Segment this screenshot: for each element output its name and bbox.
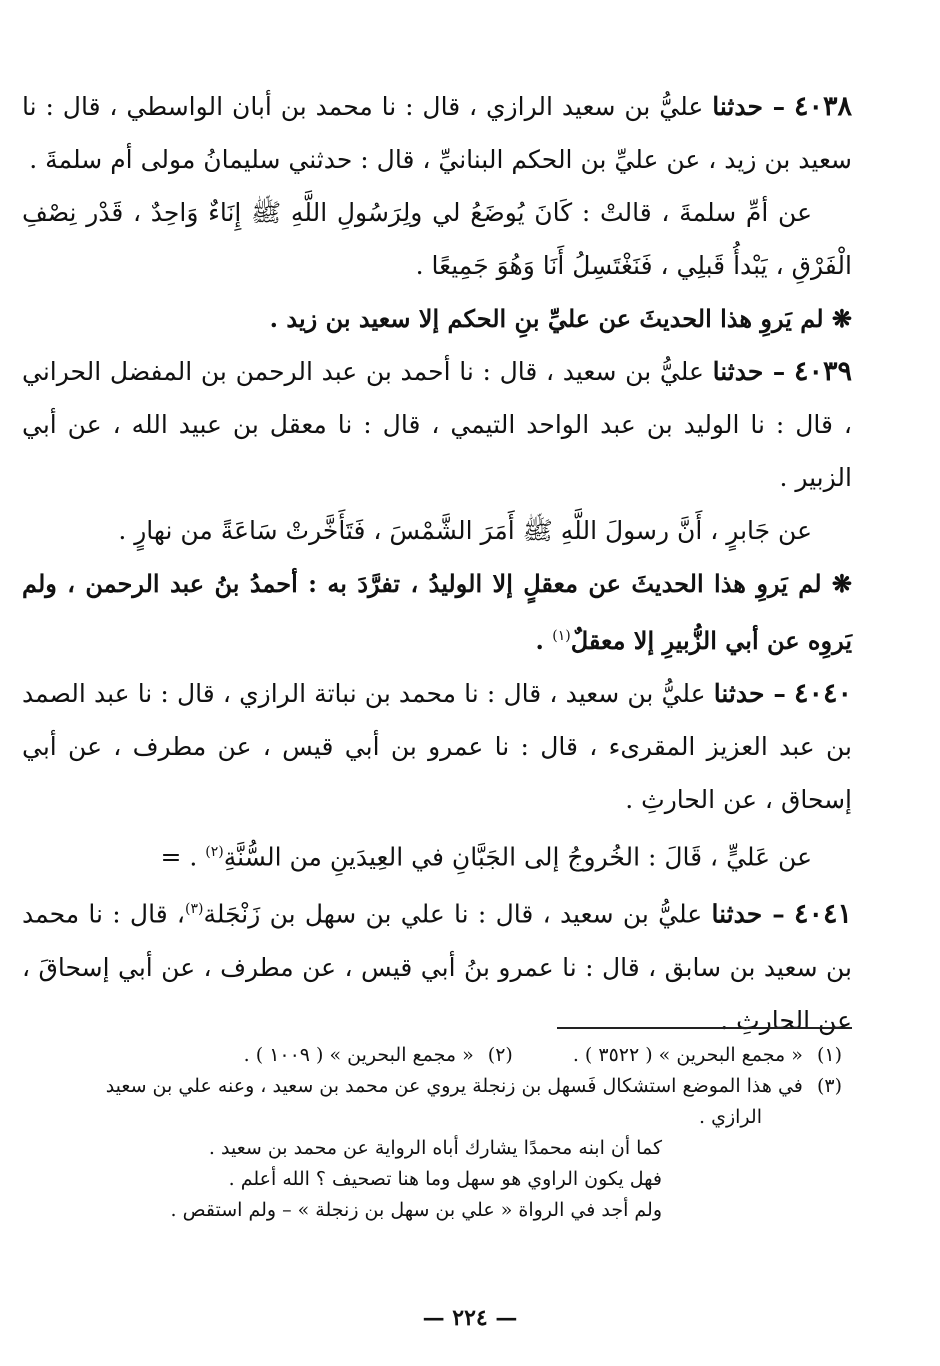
hadith-number: ٤٠٤٠ bbox=[793, 678, 852, 709]
hadith-chain-4041: ٤٠٤١ – حدثنا عليُّ بن سعيد ، قال : نا علي بن سهل بن زَنْجَلة$^{(٣)}$، قال : نا محمد بن سعيد بن سابق ، قال : نا عمرو بنُ أبي قيس ، عن مطرف ، عن أبي إسحاقَ ، عن الحارثِ . bbox=[22, 898, 852, 1035]
footnote-3: (٣) في هذا الموضع استشكال فَسهل بن زنجلة يروي عن محمد بن سعيد ، وعنه علي بن سعيد bbox=[105, 1075, 842, 1097]
isnad-text-end: ، قال : نا محمد بن سعيد بن سابق ، قال : نا عمرو بنُ أبي قيس ، عن مطرف ، عن أبي إسحاقَ ، عن الحارثِ . bbox=[22, 899, 852, 1035]
note-text: لم يَروِ هذا الحديثَ عن عليِّ بنِ الحكم إلا سعيد بن زيد . bbox=[269, 304, 824, 333]
hadith-number: ٤٠٤١ bbox=[793, 898, 852, 930]
footnote-separator bbox=[557, 1027, 852, 1029]
hadith-number: ٤٠٣٩ bbox=[793, 356, 852, 387]
note-text: لم يَروِ هذا الحديثَ عن معقلٍ إلا الوليدُ ، تفرَّدَ به : أحمدُ بنُ عبد الرحمن ، ولم يَروِه عن أبي الزُّبيرِ إلا معقلٌ bbox=[22, 569, 852, 655]
footnote-2: (٢) « مجمع البحرين » ( ١٠٠٩ ) . bbox=[243, 1044, 513, 1066]
footnote-1: (١) « مجمع البحرين » ( ٣٥٢٢ ) . bbox=[572, 1044, 842, 1066]
main-text bbox=[22, 80, 852, 1047]
hadith-chain-4038: ٤٠٣٨ – حدثنا عليُّ بن سعيد الرازي ، قال : نا محمد بن أبان الواسطي ، قال : نا سعيد بن زيد ، عن عليِّ بن الحكم البنانيِّ ، قال : حدثني سليمانُ مولى أم سلمةَ . bbox=[22, 91, 852, 174]
isnad-text: عليُّ بن سعيد ، قال : نا علي بن سهل بن زَنْجَلة bbox=[203, 899, 703, 929]
narration-lead: حدثنا bbox=[712, 92, 763, 121]
hadith-number: ٤٠٣٨ bbox=[793, 91, 852, 122]
matn-end: . = bbox=[160, 842, 198, 872]
hadith-chain-4039: ٤٠٣٩ – حدثنا عليُّ بن سعيد ، قال : نا أحمد بن عبد الرحمن بن المفضل الحراني ، قال : نا الوليد بن عبد الواحد التيمي ، قال : نا معقل بن عبيد الله ، عن أبي الزبير . bbox=[22, 356, 852, 492]
isnad-text: عليُّ بن سعيد الرازي ، قال : نا محمد بن أبان الواسطي ، قال : نا سعيد بن زيد ، عن عليِّ بن الحكم البنانيِّ ، قال : حدثني سليمانُ مولى أم سلمةَ . bbox=[22, 92, 852, 174]
editor-note-4038 bbox=[22, 292, 852, 345]
footnote-ref: (٣) bbox=[184, 901, 204, 918]
hadith-text-4039: عن جَابرٍ ، أَنَّ رسولَ اللَّهِ ﷺ أَمَرَ الشَّمْسَ ، فَتَأَخَّرتْ سَاعَةً من نهارٍ . bbox=[118, 516, 812, 545]
footnote-row bbox=[22, 1040, 842, 1071]
isnad-text: عليُّ بن سعيد ، قال : نا أحمد بن عبد الرحمن بن المفضل الحراني ، قال : نا الوليد بن عبد الواحد التيمي ، قال : نا معقل بن عبيد الله ، عن أبي الزبير . bbox=[22, 357, 852, 492]
hadith-chain-4040: ٤٠٤٠ – حدثنا عليُّ بن سعيد ، قال : نا محمد بن نباتة الرازي ، قال : نا عبد الصمد بن عبد العزيز المقرىء ، قال : نا عمرو بن أبي قيس ، عن مطرف ، عن أبي إسحاق ، عن الحارثِ . bbox=[22, 678, 852, 814]
footnote-3-continuation: الرازي . bbox=[699, 1106, 762, 1128]
narration-lead: حدثنا bbox=[712, 357, 764, 386]
narration-lead: حدثنا bbox=[711, 899, 763, 929]
footnote-3-line: كما أن ابنه محمدًا يشارك أباه الرواية عن محمد بن سعيد . bbox=[208, 1137, 662, 1159]
footnotes bbox=[22, 1040, 842, 1226]
editor-note-4039 bbox=[22, 557, 852, 667]
footnote-3-line: ولم أجد في الرواة « علي بن سهل بن زنجلة » – ولم استقص . bbox=[170, 1199, 662, 1221]
page-number: — ٢٢٤ — bbox=[422, 1305, 518, 1331]
footnote-ref: (١) bbox=[552, 628, 571, 644]
footnote-ref: (٢) bbox=[205, 844, 224, 860]
footnote-3-line: فهل يكون الراوي هو سهل وما هنا تصحيف ؟ الله أعلم . bbox=[228, 1168, 662, 1190]
isnad-text: عليُّ بن سعيد ، قال : نا محمد بن نباتة الرازي ، قال : نا عبد الصمد بن عبد العزيز المقرىء ، قال : نا عمرو بن أبي قيس ، عن مطرف ، عن أبي إسحاق ، عن الحارثِ . bbox=[22, 679, 852, 814]
matn-text: عن عَليٍّ ، قَالَ : الخُروجُ إلى الجَبَّانِ في العِيدَينِ من السُّنَّةِ bbox=[223, 842, 812, 872]
note-end: . bbox=[535, 626, 544, 655]
narration-lead: حدثنا bbox=[713, 679, 765, 708]
star-icon: ❋ bbox=[831, 569, 853, 598]
hadith-text-4040 bbox=[22, 826, 852, 883]
star-icon: ❋ bbox=[831, 304, 852, 333]
hadith-text-4038: عن أمِّ سلمةَ ، قالتْ : كَانَ يُوضَعُ لي ولِرَسُولِ اللَّهِ ﷺ إِنَاءٌ وَاحِدٌ ، قَدْر نِصْفِ الْفَرْقِ ، يَبْدأُ قَبلِي ، فَنَغْتَسِلُ أَنَا وَهُوَ جَمِيعًا . bbox=[22, 198, 852, 280]
